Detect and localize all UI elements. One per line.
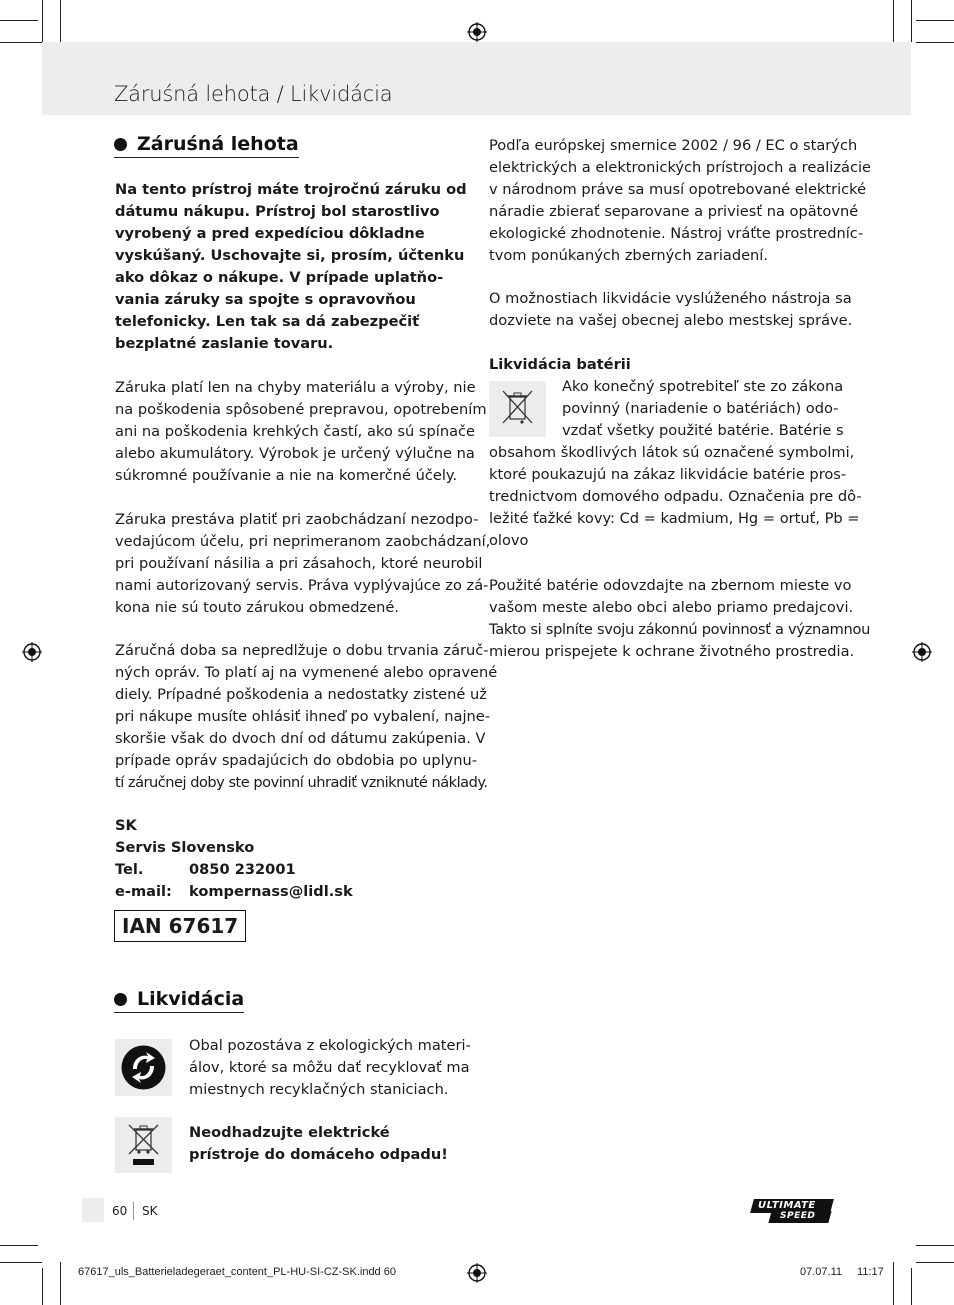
contact-service: Servis Slovensko [115,839,255,856]
text-line: vedajúcom účelu, pri neprimeranom zaobchádzaní, [115,533,491,550]
text-line: Záruka platí len na chyby materiálu a výroby, nie [115,379,476,396]
text-line: vania záruky sa spojte s opravovňou [115,291,416,308]
section-heading-warranty [114,133,299,158]
text-line: diely. Prípadné poškodenia a nedostatky zistené už [115,686,487,703]
crop-mark [911,1268,912,1305]
crop-mark [42,1268,43,1305]
text-line: kona nie sú touto zárukou obmedzené. [115,599,400,616]
crossed-bin-icon [489,381,546,437]
contact-tel-row [115,859,353,881]
text-line: Záruka prestáva platiť pri zaobchádzaní nezodpo- [115,511,479,528]
crop-mark [0,20,38,21]
text-line: Použité batérie odovzdajte na zbernom mieste vo [489,577,852,594]
text-line: ležité ťažké kovy: Cd = kadmium, Hg = ortuť, Pb = [489,510,860,527]
text-line: prístroje do domáceho odpadu! [189,1146,448,1163]
weee-directive-paragraph [489,135,871,267]
text-line: vzdať všetky použité batérie. Batérie s [562,422,844,439]
text-line: álov, ktoré sa môžu dať recyklovať ma [189,1059,470,1076]
registration-mark-icon [467,1263,487,1283]
logo-text-line-2: SPEED [780,1211,816,1221]
crop-mark [0,1245,38,1246]
ultimate-speed-logo [752,1199,838,1225]
crossed-bin-icon [115,1117,172,1173]
service-contact [115,815,353,903]
contact-email-row [115,881,353,903]
battery-heading: Likvidácia batérii [489,356,631,373]
recycle-symbol-box [115,1039,172,1096]
warranty-intro [115,179,467,355]
contact-tel-value: 0850 232001 [189,861,296,878]
green-dot-recycle-icon [115,1039,172,1096]
crop-mark [0,42,42,43]
bullet-icon [114,138,127,151]
text-line: tí záručnej doby ste povinní uhradiť vzniknuté náklady. [115,774,488,791]
text-line: bezplatné zaslanie tovaru. [115,335,334,352]
registration-mark-icon [22,642,42,662]
text-line: pri nákupe musíte ohlásiť ihneď po vybalení, najne- [115,708,491,725]
crop-mark [916,42,954,43]
text-line: Takto si splníte svoju zákonnú povinnosť a významnou [489,621,871,638]
text-line: ktoré poukazujú na zákaz likvidácie batérie pros- [489,466,847,483]
text-line: pri používaní násilia a pri zásahoch, ktoré neurobil [115,555,483,572]
footer-divider [133,1202,134,1220]
text-line: v národnom práve sa musí opotrebované elektrické [489,181,867,198]
text-line: Neodhadzujte elektrické [189,1124,390,1141]
page-title: Záruśná lehota / Likvidácia [114,82,393,106]
crop-mark [893,0,894,46]
weee-symbol-box [115,1117,172,1173]
warranty-paragraph-3 [115,640,497,794]
crop-mark [0,1262,42,1263]
footer-language: SK [142,1204,158,1218]
crop-mark [60,0,61,46]
warranty-paragraph-1 [115,377,487,487]
text-line: olovo [489,532,529,549]
text-line: vyrobený a pred expedíciou dôkladne [115,225,425,242]
text-line: elektrických a elektronických prístrojoch a realizácie [489,159,872,176]
text-line: Na tento prístroj máte trojročnú záruku od [115,181,467,198]
crop-mark [916,20,954,21]
bullet-icon [114,993,127,1006]
text-line: súkromné používanie a nie na komerčné účely. [115,467,458,484]
text-line: Záručná doba sa nepredlžuje o dobu trvania záruč- [115,642,489,659]
text-line: na poškodenia spôsobené prepravou, opotrebením [115,401,487,418]
text-line: ných opráv. To platí aj na vymenené alebo opravené [115,664,498,681]
text-line: ekologické zhodnotenie. Nástroj vráťte prostredníc- [489,225,864,242]
battery-symbol-box [489,381,546,437]
crop-mark [60,1262,61,1305]
text-line: prípade opráv spadajúcich do obdobia po uplynu- [115,752,478,769]
text-line: vašom meste alebo obci alebo priamo predajcovi. [489,599,854,616]
crop-mark [916,1245,954,1246]
text-line: povinný (nariadenie o batériách) odo- [562,400,839,417]
text-line: alebo akumulátory. Výrobok je určený výlučne na [115,445,475,462]
slug-time: 11:17 [857,1266,884,1278]
section-heading-text: Záruśná lehota [137,133,299,155]
text-line: dozviete na vašej obecnej alebo mestskej správe. [489,312,853,329]
contact-email-label: e-mail: [115,883,172,900]
text-line: ani na poškodenia krehkých častí, ako sú spínače [115,423,476,440]
text-line: tvom ponúkaných zberných zariadení. [489,247,768,264]
section-heading-text: Likvidácia [137,988,245,1010]
packaging-text [189,1035,471,1101]
text-line: náradie zbierať separovane a priviesť na opätovné [489,203,859,220]
section-heading-disposal [114,988,244,1013]
text-line: nami autorizovaný servis. Práva vyplývajúce zo zá- [115,577,489,594]
text-line: telefonicky. Len tak sa dá zabezpečiť [115,313,420,330]
text-line: vyskúšaný. Uschovajte si, prosím, účtenku [115,247,465,264]
text-line: Obal pozostáva z ekologických materi- [189,1037,471,1054]
text-line: ako dôkaz o nákupe. V prípade uplatňo- [115,269,444,286]
crop-mark [911,0,912,42]
battery-return-paragraph [489,575,870,663]
text-line: miestnych recyklačných staniciach. [189,1081,449,1098]
logo-text-line-1: ULTIMATE [758,1200,816,1211]
footer-tab [82,1198,104,1222]
text-line: trednictvom domového odpadu. Označenia pre dô- [489,488,862,505]
warranty-paragraph-2 [115,509,490,619]
disposal-warning [189,1122,448,1166]
slug-date: 07.07.11 [800,1266,843,1278]
text-line: mierou prispejete k ochrane životného prostredia. [489,643,855,660]
text-line: O možnostiach likvidácie vyslúženého nástroja sa [489,290,852,307]
battery-paragraph-indent [562,376,844,442]
text-line: Podľa európskej smernice 2002 / 96 / EC o starých [489,137,858,154]
ian-number: IAN 67617 [114,910,246,942]
text-line: dátumu nákupu. Prístroj bol starostlivo [115,203,440,220]
crop-mark [916,1262,954,1263]
contact-tel-label: Tel. [115,861,144,878]
contact-email-value: kompernass@lidl.sk [189,883,353,900]
text-line: skoršie však do dvoch dní od dátumu zakúpenia. V [115,730,486,747]
file-slug: 67617_uls_Batterieladegeraet_content_PL-HU-SI-CZ-SK.indd 60 [78,1266,396,1278]
text-line: Ako konečný spotrebiteľ ste zo zákona [562,378,844,395]
battery-paragraph [489,442,862,552]
disposal-info-paragraph [489,288,852,332]
text-line: obsahom škodlivých látok sú označené symbolmi, [489,444,855,461]
registration-mark-icon [912,642,932,662]
page-number: 60 [112,1204,128,1218]
registration-mark-icon [467,22,487,42]
contact-country: SK [115,817,137,834]
crop-mark [893,1262,894,1305]
crop-mark [42,0,43,42]
